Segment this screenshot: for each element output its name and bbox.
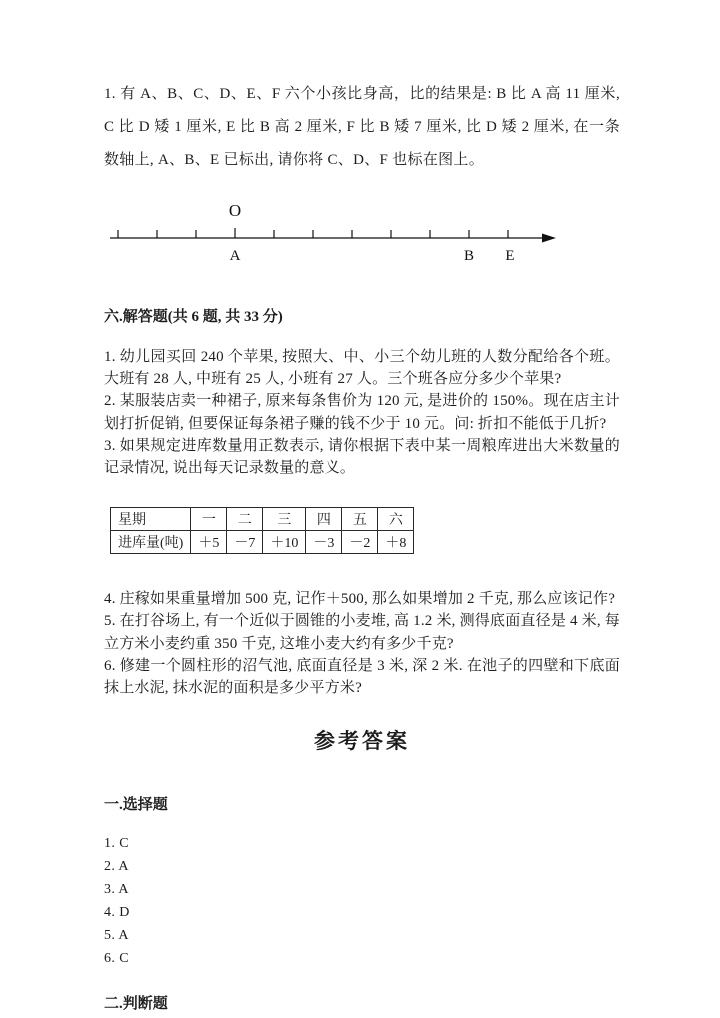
table-row-header bbox=[111, 508, 414, 531]
table-cell: ＋5 bbox=[191, 531, 227, 554]
table-row-values bbox=[111, 531, 414, 554]
answer-section-2-title: 二.判断题 bbox=[104, 996, 168, 1013]
number-line-label-E: E bbox=[505, 248, 515, 264]
choice-answer: 6. C bbox=[104, 951, 129, 967]
table-cell: －7 bbox=[227, 531, 263, 554]
number-line-figure bbox=[108, 201, 620, 267]
table-cell: ＋10 bbox=[263, 531, 306, 554]
section-6-problems bbox=[104, 346, 620, 479]
table-cell: 六 bbox=[378, 508, 414, 531]
problem-5: 5. 在打谷场上, 有一个近似于圆锥的小麦堆, 高 1.2 米, 测得底面直径是 4 米, 每立方米小麦约重 350 千克, 这堆小麦大约有多少千克? bbox=[104, 613, 620, 652]
problem-6: 6. 修建一个圆柱形的沼气池, 底面直径是 3 米, 深 2 米. 在池子的四壁和下底面抹上水泥, 抹水泥的面积是多少平方米? bbox=[104, 657, 620, 696]
grain-record-table bbox=[110, 507, 414, 554]
section-6-problems-after-table bbox=[104, 588, 620, 699]
table-cell: 进库量(吨) bbox=[111, 531, 191, 554]
answer-section-1-title: 一.选择题 bbox=[104, 797, 168, 814]
number-line-ticks bbox=[118, 228, 508, 238]
choice-answer: 4. D bbox=[104, 905, 130, 921]
number-line-label-A: A bbox=[229, 248, 241, 264]
choice-answer: 2. A bbox=[104, 859, 129, 875]
table-cell: ＋8 bbox=[378, 531, 414, 554]
table-cell: 四 bbox=[306, 508, 342, 531]
problem-3: 3. 如果规定进库数量用正数表示, 请你根据下表中某一周粮库进出大米数量的记录情况, 说出每天记录数量的意义。 bbox=[104, 437, 620, 476]
question-1-text: 1. 有 A、B、C、D、E、F 六个小孩比身高，比的结果是: B 比 A 高 11 厘米, C 比 D 矮 1 厘米, E 比 B 高 2 厘米, F 比 B 矮 7 厘米, 比 D 矮 2 厘米, 在一条数轴上, A、B、E 已标出, 请你将 C、D、F 也标在图上。 bbox=[104, 86, 620, 168]
table-cell: 五 bbox=[342, 508, 378, 531]
number-line-svg bbox=[108, 201, 564, 267]
problem-4: 4. 庄稼如果重量增加 500 克, 记作＋500, 那么如果增加 2 千克, 那么应该记作? bbox=[104, 591, 616, 608]
table-cell: 星期 bbox=[111, 508, 191, 531]
number-line-label-B: B bbox=[463, 248, 475, 264]
section-6-title: 六.解答题(共 6 题, 共 33 分) bbox=[104, 309, 283, 325]
number-line-arrow bbox=[542, 234, 556, 243]
reference-answers-heading: 参考答案 bbox=[314, 729, 410, 754]
table-cell: －3 bbox=[306, 531, 342, 554]
choice-answer: 3. A bbox=[104, 882, 129, 898]
problem-1: 1. 幼儿园买回 240 个苹果, 按照大、中、小三个幼儿班的人数分配给各个班。大班有 28 人, 中班有 25 人, 小班有 27 人。三个班各应分多少个苹果? bbox=[104, 349, 620, 388]
choice-answers-list bbox=[104, 832, 620, 970]
choice-answer: 1. C bbox=[104, 836, 129, 852]
table-cell: 一 bbox=[191, 508, 227, 531]
problem-2: 2. 某服装店卖一种裙子, 原来每条售价为 120 元, 是进价的 150%。现在店主计划打折促销, 但要保证每条裙子赚的钱不少于 10 元。问: 折扣不能低于几折? bbox=[104, 393, 620, 432]
number-line-label-O: O bbox=[228, 201, 242, 220]
table-cell: －2 bbox=[342, 531, 378, 554]
table-cell: 三 bbox=[263, 508, 306, 531]
choice-answer: 5. A bbox=[104, 928, 129, 944]
table-cell: 二 bbox=[227, 508, 263, 531]
